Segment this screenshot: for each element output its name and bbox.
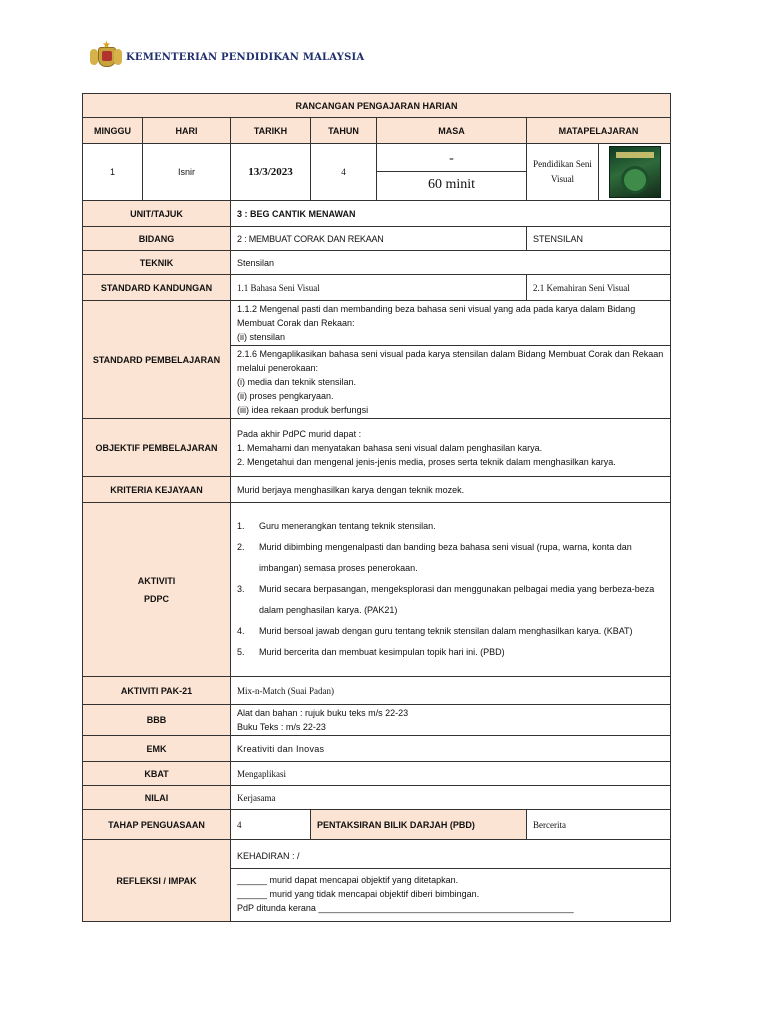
head-matapelajaran: MATAPELAJARAN xyxy=(527,118,671,144)
unit-value: 3 : BEG CANTIK MENAWAN xyxy=(231,201,671,227)
objektif-line-3: 2. Mengetahui dan mengenal jenis-jenis media, proses serta teknik dalam menghasilkan karya. xyxy=(237,456,616,467)
head-hari: HARI xyxy=(143,118,231,144)
refleksi-line-3: PdP ditunda kerana ___________________________________________________ xyxy=(237,903,574,913)
aktiviti-label: AKTIVITI xyxy=(137,575,176,586)
list-item: 4. Murid bersoal jawab dengan guru tentang teknik stensilan dalam menghasilkan karya. (KBAT) xyxy=(237,626,633,636)
emk-value: Kreativiti dan Inovas xyxy=(231,736,671,762)
nilai-value: Kerjasama xyxy=(231,786,671,810)
list-item: 2. Murid dibimbing mengenalpasti dan banding beza bahasa seni visual (rupa, warna, konta dan imbangan) semasa proses penerokaan. xyxy=(237,542,632,573)
pdpc-label: PDPC xyxy=(143,593,169,604)
pbd-value: Bercerita xyxy=(527,810,671,840)
kriteria-value: Murid berjaya menghasilkan karya dengan teknik mozek. xyxy=(231,477,671,503)
sp-b2: (i) media dan teknik stensilan. xyxy=(237,377,357,387)
bidang-value: 2 : MEMBUAT CORAK DAN REKAAN xyxy=(231,227,527,251)
bbb-label: BBB xyxy=(83,705,231,736)
tahap-label: TAHAP PENGUASAAN xyxy=(83,810,231,840)
nilai-label: NILAI xyxy=(83,786,231,810)
unit-label: UNIT/TAJUK xyxy=(83,201,231,227)
ministry-name: KEMENTERIAN PENDIDIKAN MALAYSIA xyxy=(126,51,365,63)
kbat-label: KBAT xyxy=(83,762,231,786)
kehadiran-field: KEHADIRAN : / xyxy=(237,851,300,861)
subject-value: Pendidikan Seni Visual xyxy=(527,144,599,201)
bidang-value-2: STENSILAN xyxy=(527,227,671,251)
list-item: 3. Murid secara berpasangan, mengeksplorasi dan menggunakan pelbagai media yang berbeza-beza dalam penghasilan karya. (PAK21) xyxy=(237,584,655,615)
emk-label: EMK xyxy=(83,736,231,762)
sk-value-2: 2.1 Kemahiran Seni Visual xyxy=(527,275,671,301)
malaysia-coat-of-arms-icon: ★ xyxy=(90,45,122,69)
aktiviti-list xyxy=(237,516,664,663)
bbb-line-1: Alat dan bahan : rujuk buku teks m/s 22-23 xyxy=(237,708,409,718)
sp-b3: (ii) proses pengkaryaan. xyxy=(237,391,334,401)
hari-value: Isnir xyxy=(143,144,231,201)
tahun-value: 4 xyxy=(311,144,377,201)
masa-top-value: - xyxy=(449,150,454,166)
sk-value-1: 1.1 Bahasa Seni Visual xyxy=(231,275,527,301)
refleksi-label: REFLEKSI / IMPAK xyxy=(83,840,231,922)
pbd-label: PENTAKSIRAN BILIK DARJAH (PBD) xyxy=(311,810,527,840)
teknik-value: Stensilan xyxy=(231,251,671,275)
head-tarikh: TARIKH xyxy=(231,118,311,144)
sp-label: STANDARD PEMBELAJARAN xyxy=(83,301,231,419)
sp-b1: 2.1.6 Mengaplikasikan bahasa seni visual pada karya stensilan dalam Bidang Membuat Corak dan Rekaan melalui penerokaan: xyxy=(237,349,664,373)
sp-a1: 1.1.2 Mengenal pasti dan membanding beza bahasa seni visual yang ada pada karya dalam Bidang Membuat Corak dan Rekaan: xyxy=(237,304,636,328)
teknik-label: TEKNIK xyxy=(83,251,231,275)
bbb-line-2: Buku Teks : m/s 22-23 xyxy=(237,722,326,732)
tahap-value: 4 xyxy=(231,810,311,840)
list-item: 5. Murid bercerita dan membuat kesimpulan topik hari ini. (PBD) xyxy=(237,647,505,657)
objektif-label: OBJEKTIF PEMBELAJARAN xyxy=(83,419,231,477)
head-tahun: TAHUN xyxy=(311,118,377,144)
kriteria-label: KRITERIA KEJAYAAN xyxy=(83,477,231,503)
tarikh-value: 13/3/2023 xyxy=(231,144,311,201)
pak21-label: AKTIVITI PAK-21 xyxy=(83,677,231,705)
sp-a2: (ii) stensilan xyxy=(237,332,286,342)
objektif-line-1: Pada akhir PdPC murid dapat : xyxy=(237,428,362,439)
pak21-value: Mix-n-Match (Suai Padan) xyxy=(231,677,671,705)
refleksi-line-1: ______ murid dapat mencapai objektif yang ditetapkan. xyxy=(237,875,459,885)
head-minggu: MINGGU xyxy=(83,118,143,144)
sk-label: STANDARD KANDUNGAN xyxy=(83,275,231,301)
kbat-value: Mengaplikasi xyxy=(231,762,671,786)
ministry-header xyxy=(90,40,365,70)
textbook-cover-image xyxy=(609,146,661,198)
minggu-value: 1 xyxy=(83,144,143,201)
plan-title: RANCANGAN PENGAJARAN HARIAN xyxy=(83,94,671,118)
list-item: 1. Guru menerangkan tentang teknik stensilan. xyxy=(237,521,436,531)
sp-b4: (iii) idea rekaan produk berfungsi xyxy=(237,405,369,415)
masa-duration-value: 60 minit xyxy=(427,176,476,192)
head-masa: MASA xyxy=(377,118,527,144)
lesson-plan-table xyxy=(82,93,671,922)
objektif-line-2: 1. Memahami dan menyatakan bahasa seni visual dalam penghasilan karya. xyxy=(237,442,543,453)
refleksi-line-2: ______ murid yang tidak mencapai objektif diberi bimbingan. xyxy=(237,889,480,899)
bidang-label: BIDANG xyxy=(83,227,231,251)
